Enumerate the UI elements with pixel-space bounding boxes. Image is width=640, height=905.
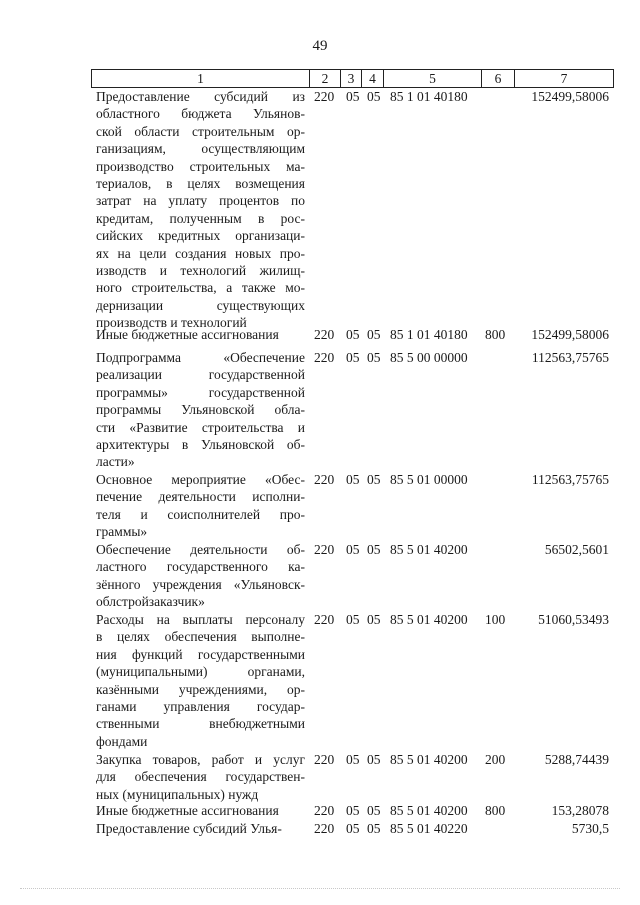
description-line: Расходы на выплаты персоналу	[96, 612, 305, 627]
description-line: областного бюджета Ульянов-	[96, 106, 305, 122]
row-description	[96, 326, 305, 343]
scan-edge-divider	[20, 888, 620, 895]
cell-col-6: 800	[485, 803, 506, 818]
cell-col-7: 153,28078	[551, 803, 609, 818]
cell-col-5: 85 5 01 40200	[390, 542, 468, 557]
description-line: ного строительства, а также мо-	[96, 280, 305, 296]
cell-col-3: 05	[346, 472, 360, 487]
cell-col-3: 05	[346, 350, 360, 365]
cell-col-7: 112563,75765	[531, 350, 609, 365]
cell-col-2: 220	[314, 327, 335, 342]
cell-col-4: 05	[367, 350, 381, 365]
cell-col-4: 05	[367, 612, 381, 627]
table-header	[91, 69, 614, 88]
description-line: в целях обеспечения выполне-	[96, 629, 305, 645]
header-col-6: 6	[482, 70, 515, 87]
cell-col-3: 05	[346, 821, 360, 836]
description-line: Предоставление субсидий из	[96, 89, 305, 104]
description-line: ласти»	[96, 454, 135, 470]
description-line: программы» государственной	[96, 384, 305, 400]
cell-col-7: 112563,75765	[531, 472, 609, 487]
header-col-1: 1	[92, 70, 310, 87]
cell-col-5: 85 5 01 40220	[390, 821, 468, 836]
cell-col-4: 05	[367, 752, 381, 767]
description-line: Закупка товаров, работ и услуг	[96, 752, 305, 767]
description-line: Обеспечение деятельности об-	[96, 542, 305, 557]
cell-col-4: 05	[367, 89, 381, 104]
cell-col-3: 05	[346, 542, 360, 557]
description-line: териалов, в целях возмещения	[96, 175, 305, 191]
cell-col-3: 05	[346, 752, 360, 767]
header-col-3: 3	[341, 70, 362, 87]
cell-col-2: 220	[314, 542, 335, 557]
description-line: изводств и технологий жилищ-	[96, 262, 305, 278]
description-line: ния функций государственными	[96, 646, 305, 662]
row-description	[96, 751, 305, 803]
cell-col-2: 220	[314, 89, 335, 104]
description-line: граммы»	[96, 524, 148, 540]
description-line: ственными внебюджетными	[96, 716, 305, 732]
description-line: производств и технологий	[96, 315, 247, 331]
description-line: производство строительных ма-	[96, 158, 305, 174]
cell-col-3: 05	[346, 612, 360, 627]
cell-col-2: 220	[314, 350, 335, 365]
description-line: сти «Развитие строительства и	[96, 419, 305, 435]
cell-col-6: 800	[485, 327, 506, 342]
row-description	[96, 471, 305, 541]
cell-col-7: 51060,53493	[538, 612, 609, 627]
description-line: ганами управления государ-	[96, 698, 305, 714]
description-line: ластного государственного ка-	[96, 559, 305, 575]
cell-col-4: 05	[367, 542, 381, 557]
cell-col-4: 05	[367, 472, 381, 487]
row-description	[96, 349, 305, 471]
row-description	[96, 88, 305, 331]
header-col-4: 4	[362, 70, 384, 87]
description-line: теля и соисполнителей про-	[96, 506, 305, 522]
cell-col-3: 05	[346, 803, 360, 818]
row-description	[96, 541, 305, 611]
cell-col-2: 220	[314, 752, 335, 767]
description-line: печение деятельности исполни-	[96, 489, 305, 505]
description-line: зённого учреждения «Ульяновск-	[96, 576, 305, 592]
description-line: ганизациям, осуществляющим	[96, 141, 305, 157]
description-line: затрат на уплату процентов по	[96, 193, 305, 209]
cell-col-5: 85 5 01 40200	[390, 752, 468, 767]
cell-col-3: 05	[346, 89, 360, 104]
description-line: Иные бюджетные ассигнования	[96, 803, 279, 818]
cell-col-4: 05	[367, 327, 381, 342]
description-line: казёнными учреждениями, ор-	[96, 681, 305, 697]
cell-col-5: 85 1 01 40180	[390, 89, 468, 104]
description-line: сийских кредитных организаци-	[96, 228, 305, 244]
page-number: 49	[312, 38, 328, 54]
cell-col-4: 05	[367, 821, 381, 836]
row-description	[96, 802, 305, 819]
cell-col-7: 5288,74439	[544, 752, 609, 767]
description-line: Основное мероприятие «Обес-	[96, 472, 305, 487]
cell-col-5: 85 1 01 40180	[390, 327, 468, 342]
cell-col-7: 5730,5	[571, 821, 609, 836]
cell-col-7: 152499,58006	[531, 89, 609, 104]
cell-col-2: 220	[314, 612, 335, 627]
header-col-5: 5	[384, 70, 482, 87]
cell-col-6: 100	[485, 612, 506, 627]
description-line: реализации государственной	[96, 367, 305, 383]
cell-col-2: 220	[314, 472, 335, 487]
cell-col-6: 200	[485, 752, 506, 767]
description-line: программы Ульяновской обла-	[96, 402, 305, 418]
row-description	[96, 611, 305, 750]
description-line: Предоставление субсидий Улья-	[96, 821, 282, 836]
description-line: ных (муниципальных) нужд	[96, 786, 259, 802]
description-line: архитектуры в Ульяновской об-	[96, 436, 305, 452]
description-line: ях на цели создания новых про-	[96, 245, 305, 261]
description-line: Подпрограмма «Обеспечение	[96, 350, 305, 365]
cell-col-7: 152499,58006	[531, 327, 609, 342]
description-line: кредитам, полученным в рос-	[96, 210, 305, 226]
cell-col-2: 220	[314, 803, 335, 818]
cell-col-7: 56502,5601	[544, 542, 609, 557]
description-line: (муниципальными) органами,	[96, 664, 305, 680]
row-description	[96, 820, 305, 837]
cell-col-5: 85 5 01 00000	[390, 472, 468, 487]
description-line: для обеспечения государствен-	[96, 769, 305, 785]
cell-col-3: 05	[346, 327, 360, 342]
cell-col-5: 85 5 00 00000	[390, 350, 468, 365]
cell-col-5: 85 5 01 40200	[390, 803, 468, 818]
cell-col-5: 85 5 01 40200	[390, 612, 468, 627]
header-col-7: 7	[560, 71, 568, 86]
cell-col-2: 220	[314, 821, 335, 836]
cell-col-4: 05	[367, 803, 381, 818]
description-line: ской области строительным ор-	[96, 123, 305, 139]
description-line: Иные бюджетные ассигнования	[96, 327, 279, 342]
header-col-2: 2	[310, 70, 341, 87]
description-line: дернизации существующих	[96, 297, 305, 313]
description-line: фондами	[96, 733, 148, 749]
description-line: облстройзаказчик»	[96, 594, 205, 610]
